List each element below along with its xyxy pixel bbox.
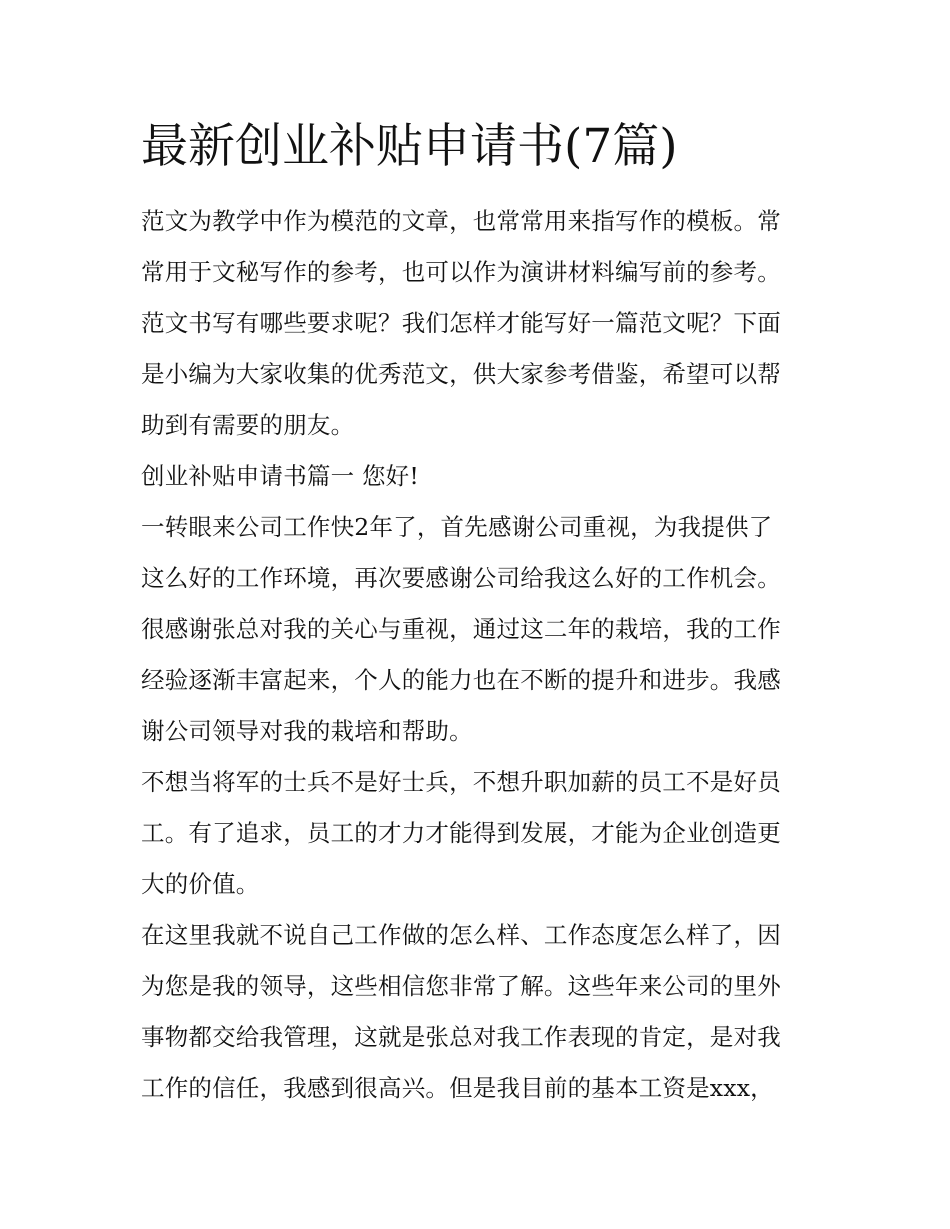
- document-body: [141, 196, 813, 1114]
- text-line: 为您是我的领导，这些相信您非常了解。这些年来公司的里外: [141, 972, 781, 1000]
- text-line: 谢公司领导对我的栽培和帮助。: [141, 717, 473, 745]
- text-line: 事物都交给我管理，这就是张总对我工作表现的肯定，是对我: [141, 1023, 781, 1051]
- document-page: [141, 112, 813, 1114]
- text-line: 很感谢张总对我的关心与重视，通过这二年的栽培，我的工作: [141, 615, 781, 643]
- section-heading: 创业补贴申请书篇一 您好!: [141, 462, 420, 490]
- text-line: 不想当将军的士兵不是好士兵，不想升职加薪的员工不是好员: [141, 768, 781, 796]
- text-line: 范文书写有哪些要求呢？我们怎样才能写好一篇范文呢？下面: [141, 309, 781, 337]
- text-line: 范文为教学中作为模范的文章，也常常用来指写作的模板。常: [141, 207, 781, 235]
- document-title: 最新创业补贴申请书(7篇): [141, 119, 678, 174]
- text-line: 工作的信任，我感到很高兴。但是我目前的基本工资是xxx，: [141, 1074, 774, 1102]
- text-line: 经验逐渐丰富起来，个人的能力也在不断的提升和进步。我感: [141, 666, 781, 694]
- text-line: 是小编为大家收集的优秀范文，供大家参考借鉴，希望可以帮: [141, 360, 781, 388]
- text-line: 在这里我就不说自己工作做的怎么样、工作态度怎么样了，因: [141, 921, 781, 949]
- text-line: 一转眼来公司工作快2年了，首先感谢公司重视，为我提供了: [141, 513, 773, 541]
- text-line: 工。有了追求，员工的才力才能得到发展，才能为企业创造更: [141, 819, 781, 847]
- text-line: 这么好的工作环境，再次要感谢公司给我这么好的工作机会。: [141, 564, 781, 592]
- text-line: 常用于文秘写作的参考，也可以作为演讲材料编写前的参考。: [141, 258, 781, 286]
- text-line: 大的价值。: [141, 870, 260, 898]
- text-line: 助到有需要的朋友。: [141, 411, 355, 439]
